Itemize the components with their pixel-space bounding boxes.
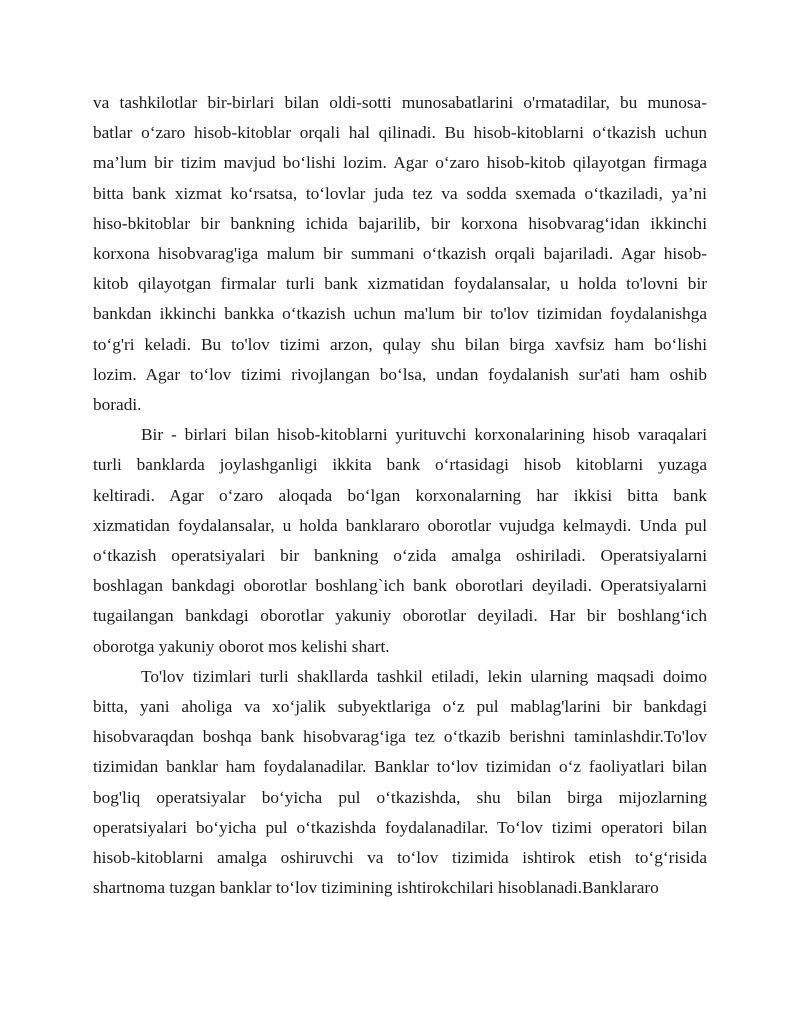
text-line: bog'liq operatsiyalar bo‘yicha pul o‘tkazishda, shu bilan birga mijozlarning: [93, 787, 707, 807]
text-line: Bir - birlari bilan hisob-kitoblarni yurituvchi korxonalarining hisob varaqalari: [141, 425, 707, 445]
document-body: [93, 88, 707, 903]
text-line: oborotga yakuniy oborot mos kelishi shart.: [93, 636, 390, 656]
text-line: keltiradi. Agar o‘zaro aloqada bo‘lgan korxonalarning har ikkisi bitta bank: [93, 485, 707, 505]
text-line: operatsiyalari bo‘yicha pul o‘tkazishda foydalanadilar. To‘lov tizimi operatori bilan: [93, 817, 707, 837]
text-line: xizmatidan foydalansalar, u holda banklararo oborotlar vujudga kelmaydi. Unda pul: [93, 515, 707, 535]
text-line: hisob-kitoblarni amalga oshiruvchi va to‘lov tizimida ishtirok etish to‘g‘risida: [93, 848, 707, 868]
text-line: hiso-bkitoblar bir bankning ichida bajarilib, bir korxona hisobvarag‘idan ikkinchi: [93, 213, 707, 233]
text-line: bitta, yani aholiga va xo‘jalik subyektlariga o‘z pul mablag'larini bir bankdagi: [93, 697, 707, 717]
text-line: turli banklarda joylashganligi ikkita bank o‘rtasidagi hisob kitoblarni yuzaga: [93, 455, 707, 475]
text-line: ma’lum bir tizim mavjud bo‘lishi lozim. Agar o‘zaro hisob-kitob qilayotgan firmaga: [93, 153, 707, 173]
text-line: To'lov tizimlari turli shakllarda tashkil etiladi, lekin ularning maqsadi doimo: [141, 666, 707, 686]
paragraph: [93, 420, 707, 662]
text-line: kitob qilayotgan firmalar turli bank xizmatidan foydalansalar, u holda to'lovni bir: [93, 274, 707, 294]
text-line: boshlagan bankdagi oborotlar boshlang`ich bank oborotlari deyiladi. Operatsiyalarni: [93, 576, 707, 596]
paragraph: [93, 662, 707, 904]
text-line: shartnoma tuzgan banklar to‘lov tizimining ishtirokchilari hisoblanadi.Banklararo: [93, 878, 659, 898]
text-line: bankdan ikkinchi bankka o‘tkazish uchun ma'lum bir to'lov tizimidan foydalanishga: [93, 304, 707, 324]
text-line: tizimidan banklar ham foydalanadilar. Banklar to‘lov tizimidan o‘z faoliyatlari bilan: [93, 757, 707, 777]
paragraph: [93, 88, 707, 420]
text-line: va tashkilotlar bir-birlari bilan oldi-sotti munosabatlarini o'rmatadilar, bu munosa-: [93, 93, 707, 112]
text-line: bitta bank xizmat ko‘rsatsa, to‘lovlar juda tez va sodda sxemada o‘tkaziladi, ya’ni: [93, 183, 707, 203]
text-line: tugailangan bankdagi oborotlar yakuniy oborotlar deyiladi. Har bir boshlang‘ich: [93, 606, 707, 626]
text-line: hisobvaraqdan boshqa bank hisobvarag‘iga tez o‘tkazib berishni taminlashdir.To'lov: [93, 727, 707, 747]
text-line: korxona hisobvarag'iga malum bir summani o‘tkazish orqali bajariladi. Agar hisob-: [93, 244, 707, 264]
text-line: batlar o‘zaro hisob-kitoblar orqali hal qilinadi. Bu hisob-kitoblarni o‘tkazish uchun: [93, 123, 707, 143]
text-line: boradi.: [93, 395, 142, 415]
text-line: to‘g'ri keladi. Bu to'lov tizimi arzon, qulay shu bilan birga xavfsiz ham bo‘lishi: [93, 334, 707, 354]
text-line: o‘tkazish operatsiyalari bir bankning o‘zida amalga oshiriladi. Operatsiyalarni: [93, 546, 707, 566]
text-line: lozim. Agar to‘lov tizimi rivojlangan bo‘lsa, undan foydalanish sur'ati ham oshib: [93, 364, 707, 384]
